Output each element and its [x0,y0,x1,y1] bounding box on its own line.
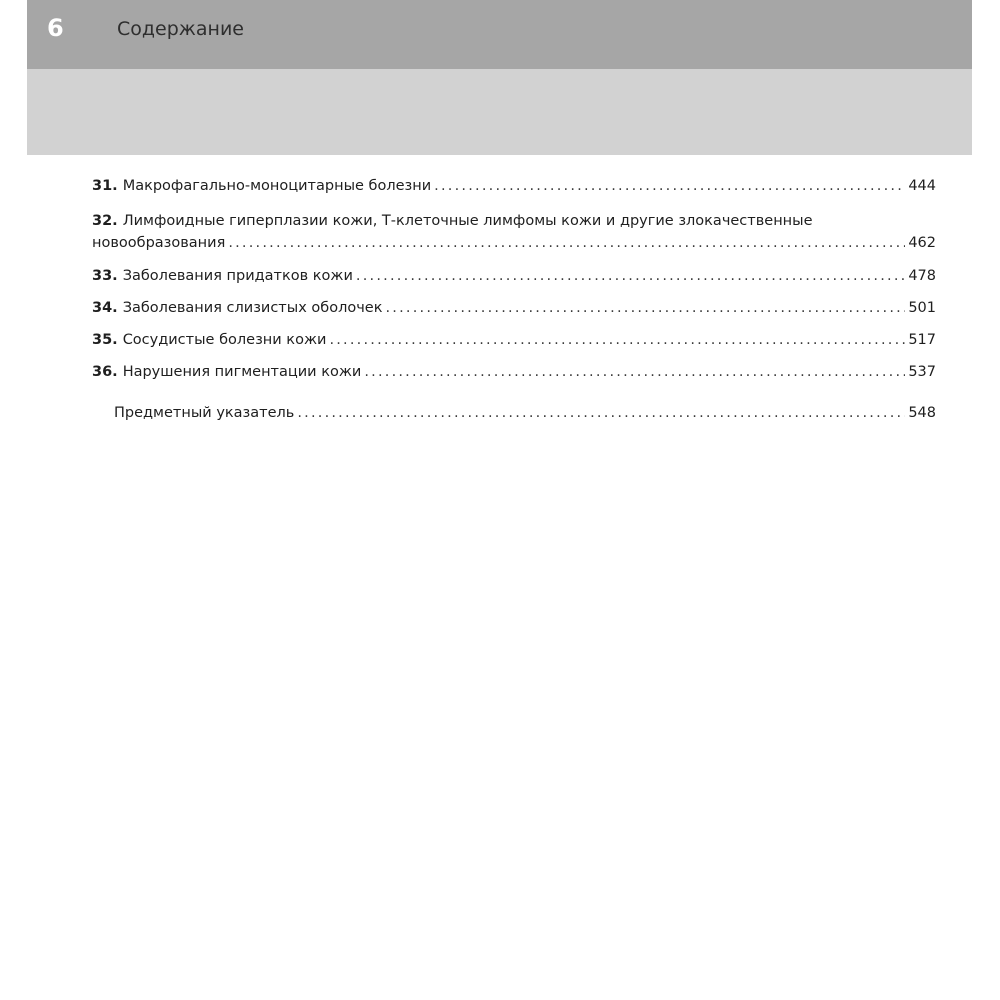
toc-entry-32[interactable] [92,210,936,254]
toc-entry-page: 478 [908,268,936,284]
section-title: Содержание [117,18,244,40]
toc-entry-title: Макрофагально-моноцитарные болезни [122,178,432,194]
toc-entry-number: 34. [92,300,118,316]
toc-entry-title: Нарушения пигментации кожи [122,364,362,380]
toc-entry-35[interactable] [92,329,936,351]
toc-entry-page: 444 [908,178,936,194]
toc-entry-34[interactable] [92,297,936,319]
toc-entry-page: 501 [908,300,936,316]
toc-entry-title-line1: Лимфоидные гиперплазии кожи, Т-клеточные лимфомы кожи и другие злокачественные [122,213,813,229]
header-bar [27,0,972,69]
toc-leader-dots [329,329,905,351]
toc-entry-number: 33. [92,268,118,284]
toc-entry-index[interactable] [114,402,936,424]
toc-leader-dots [297,402,905,424]
toc-entry-33[interactable] [92,265,936,287]
toc-entry-number: 35. [92,332,118,348]
toc-entry-page: 462 [908,235,936,251]
toc-entry-title: Заболевания придатков кожи [122,268,353,284]
toc-entry-page: 548 [908,405,936,421]
toc-leader-dots [356,265,905,287]
toc-entry-31[interactable] [92,175,936,197]
page-number: 6 [47,14,64,42]
toc-entry-page: 517 [908,332,936,348]
toc-leader-dots [385,297,905,319]
toc-leader-dots [228,232,905,254]
toc-entry-page: 537 [908,364,936,380]
toc-entry-number: 36. [92,364,118,380]
toc-leader-dots [434,175,905,197]
toc-leader-dots [364,361,905,383]
toc-entry-title: Заболевания слизистых оболочек [122,300,383,316]
toc-entry-title-line2: новообразования [92,235,226,251]
toc-entry-title: Сосудистые болезни кожи [122,332,327,348]
toc-entry-title: Предметный указатель [114,405,295,421]
toc-entry-36[interactable] [92,361,936,383]
toc-entry-number: 32. [92,213,118,229]
page-header [27,0,972,155]
toc-entry-number: 31. [92,178,118,194]
